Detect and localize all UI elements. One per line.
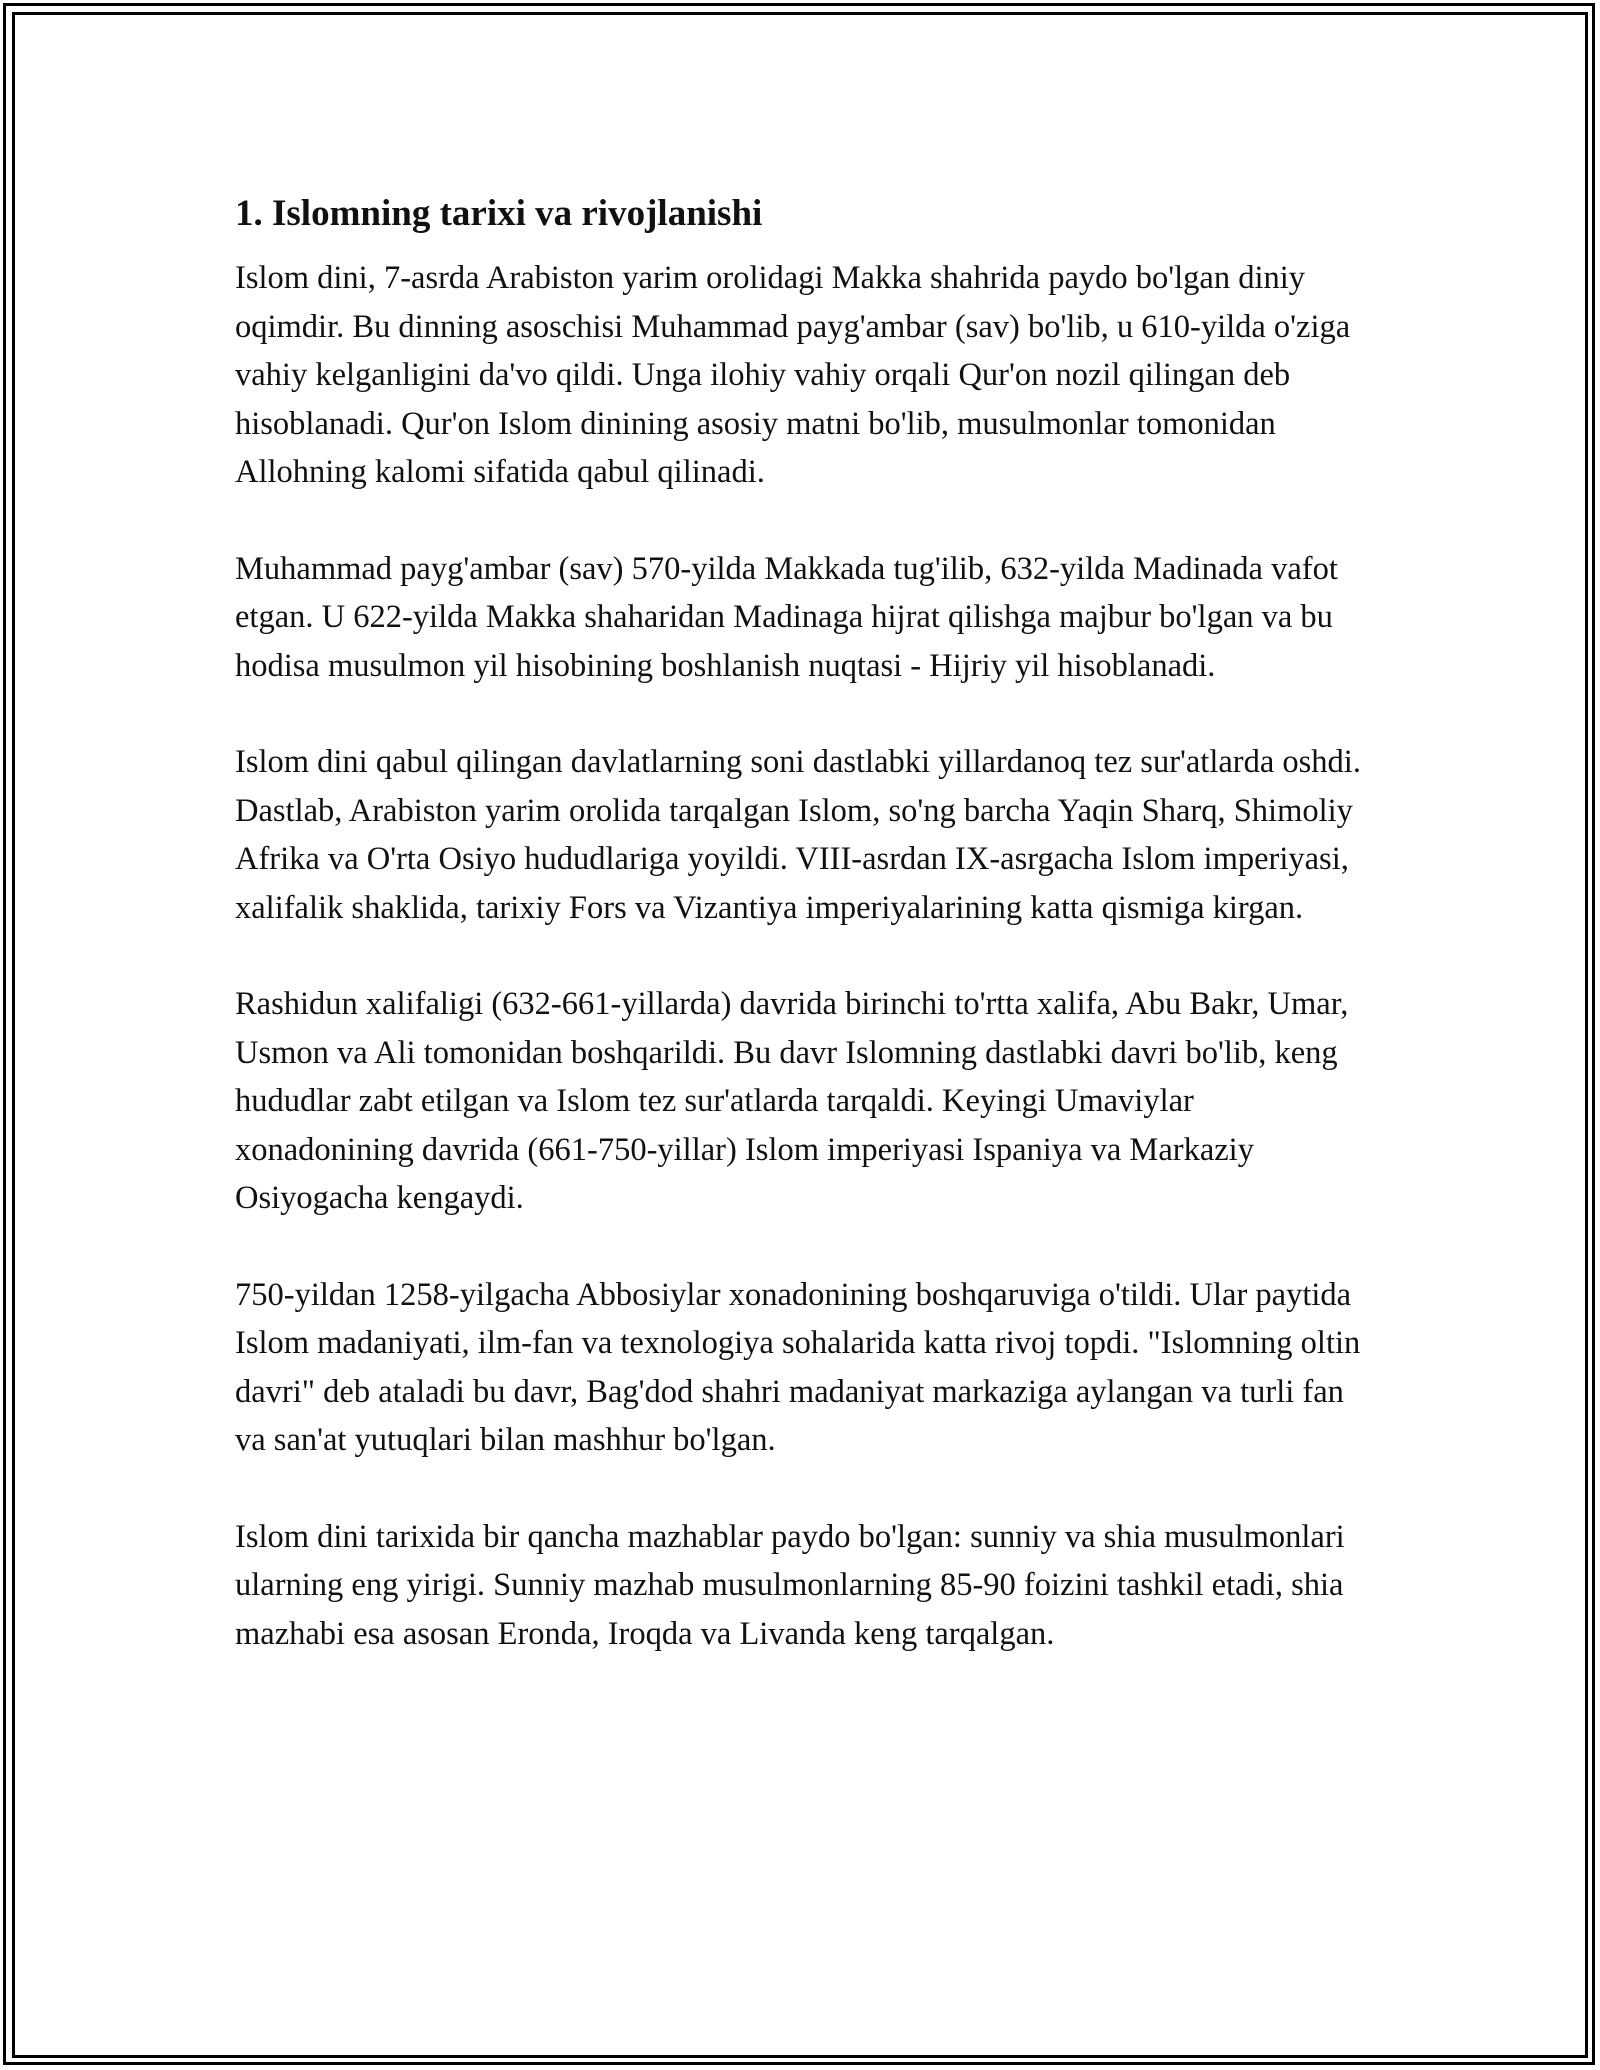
paragraph-2: Muhammad payg'ambar (sav) 570-yilda Makkada tug'ilib, 632-yilda Madinada vafot etgan. U 622-yilda Makka shaharidan Madinaga hijrat qilishga majbur bo'lgan va bu hodisa musulmon yil hisobining boshlanish nuqtasi - Hijriy yil hisoblanadi. [235, 550, 1338, 684]
paragraph-5: 750-yildan 1258-yilgacha Abbosiylar xonadonining boshqaruviga o'tildi. Ular paytida Islom madaniyati, ilm-fan va texnologiya sohalarida katta rivoj topdi. "Islomning oltin davri" deb ataladi bu davr, Bag'dod shahri madaniyat markaziga aylangan va turli fan va san'at yutuqlari bilan mashhur bo'lgan. [235, 1276, 1361, 1458]
paragraph-4: Rashidun xalifaligi (632-661-yillarda) davrida birinchi to'rtta xalifa, Abu Bakr, Umar, Usmon va Ali tomonidan boshqarildi. Bu davr Islomning dastlabki davri bo'lib, keng hududlar zabt etilgan va Islom tez sur'atlarda tarqaldi. Keyingi Umaviylar xonadonining davrida (661-750-yillar) Islom imperiyasi Ispaniya va Markaziy Osiyogacha kengaydi. [235, 986, 1349, 1216]
paragraph-6: Islom dini tarixida bir qancha mazhablar paydo bo'lgan: sunniy va shia musulmonlari ularning eng yirigi. Sunniy mazhab musulmonlarning 85-90 foizini tashkil etadi, shia mazhabi esa asosan Eronda, Iroqda va Livanda keng tarqalgan. [235, 1518, 1345, 1652]
paragraph-1: Islom dini, 7-asrda Arabiston yarim orolidagi Makka shahrida paydo bo'lgan diniy oqimdir. Bu dinning asoschisi Muhammad payg'ambar (sav) bo'lib, u 610-yilda o'ziga vahiy kelganligini da'vo qildi. Unga ilohiy vahiy orqali Qur'on nozil qilingan deb hisoblanadi. Qur'on Islom dinining asosiy matni bo'lib, musulmonlar tomonidan Allohning kalomi sifatida qabul qilinadi. [235, 260, 1351, 490]
document-content [235, 186, 1375, 1658]
document-body [235, 254, 1375, 1658]
section-heading: 1. Islomning tarixi va rivojlanishi [235, 193, 763, 234]
paragraph-3: Islom dini qabul qilingan davlatlarning soni dastlabki yillardanoq tez sur'atlarda oshdi. Dastlab, Arabiston yarim orolida tarqalgan Islom, so'ng barcha Yaqin Sharq, Shimoliy Afrika va O'rta Osiyo hududlariga yoyildi. VIII-asrdan IX-asrgacha Islom imperiyasi, xalifalik shaklida, tarixiy Fors va Vizantiya imperiyalarining katta qismiga kirgan. [235, 744, 1361, 926]
